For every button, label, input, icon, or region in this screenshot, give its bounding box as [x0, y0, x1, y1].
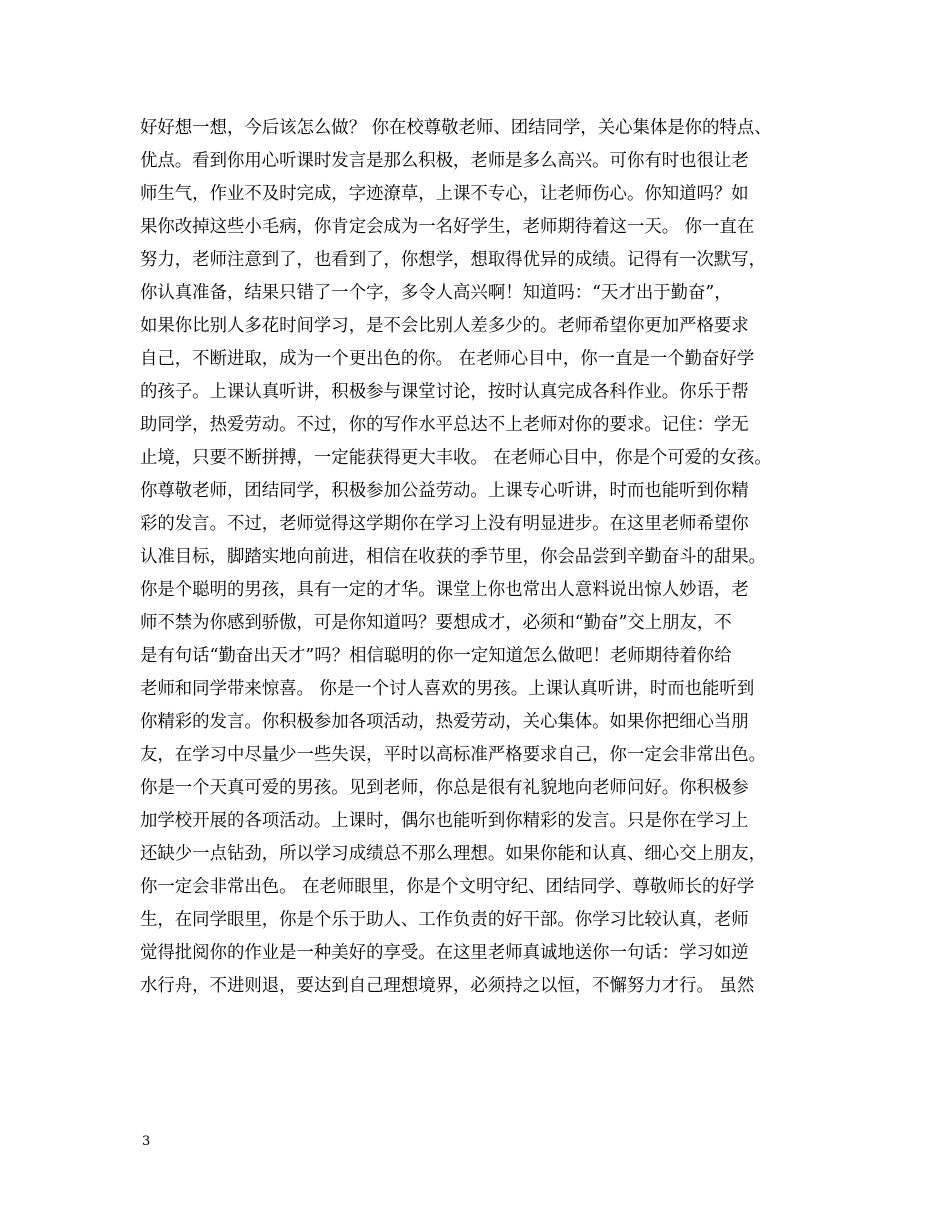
text-line: 觉得批阅你的作业是一种美好的享受。在这里老师真诚地送你一句话：学习如逆 [140, 943, 749, 963]
text-line: 友，在学习中尽量少一些失误，平时以高标准严格要求自己，你一定会非常出色。 [140, 745, 767, 765]
text-line: 你认真准备，结果只错了一个字，多令人高兴啊！知道吗：“天才出于勤奋”， [140, 283, 732, 303]
text-line: 助同学，热爱劳动。不过，你的写作水平总达不上老师对你的要求。记住：学无 [140, 415, 749, 435]
text-line: 优点。看到你用心听课时发言是那么积极，老师是多么高兴。可你有时也很让老 [140, 151, 749, 171]
text-line: 师不禁为你感到骄傲，可是你知道吗？要想成才，必须和“勤奋”交上朋友，不 [140, 613, 732, 633]
text-line: 好好想一想，今后该怎么做？ 你在校尊敬老师、团结同学，关心集体是你的特点、 [140, 118, 772, 138]
text-line: 彩的发言。不过，老师觉得这学期你在学习上没有明显进步。在这里老师希望你 [140, 514, 749, 534]
text-line: 你精彩的发言。你积极参加各项活动，热爱劳动，关心集体。如果你把细心当朋 [140, 712, 749, 732]
text-line: 你尊敬老师，团结同学，积极参加公益劳动。上课专心听讲，时而也能听到你精 [140, 481, 749, 501]
text-line: 你是个聪明的男孩，具有一定的才华。课堂上你也常出人意料说出惊人妙语，老 [140, 580, 749, 600]
page-number: 3 [142, 1134, 151, 1149]
text-line: 努力，老师注意到了，也看到了，你想学，想取得优异的成绩。记得有一次默写， [140, 250, 767, 270]
text-line: 是有句话“勤奋出天才”吗？相信聪明的你一定知道怎么做吧！老师期待着你给 [140, 646, 732, 666]
text-line: 老师和同学带来惊喜。 你是一个讨人喜欢的男孩。上课认真听讲，时而也能听到 [140, 679, 755, 699]
text-line: 的孩子。上课认真听讲，积极参与课堂讨论，按时认真完成各科作业。你乐于帮 [140, 382, 749, 402]
text-line: 生，在同学眼里，你是个乐于助人、工作负责的好干部。你学习比较认真，老师 [140, 910, 749, 930]
text-line: 师生气，作业不及时完成，字迹潦草，上课不专心，让老师伤心。你知道吗？如 [140, 184, 749, 204]
text-line: 果你改掉这些小毛病，你肯定会成为一名好学生，老师期待着这一天。 你一直在 [140, 217, 755, 237]
text-line: 如果你比别人多花时间学习，是不会比别人差多少的。老师希望你更加严格要求 [140, 316, 749, 336]
body-text [140, 112, 830, 1003]
text-line: 还缺少一点钻劲，所以学习成绩总不那么理想。如果你能和认真、细心交上朋友， [140, 844, 767, 864]
text-line: 自己，不断进取，成为一个更出色的你。 在老师心目中，你一直是一个勤奋好学 [140, 349, 755, 369]
text-line: 你是一个天真可爱的男孩。见到老师，你总是很有礼貌地向老师问好。你积极参 [140, 778, 749, 798]
text-line: 水行舟，不进则退，要达到自己理想境界，必须持之以恒，不懈努力才行。 虽然 [140, 976, 755, 996]
text-line: 你一定会非常出色。 在老师眼里，你是个文明守纪、团结同学、尊敬师长的好学 [140, 877, 755, 897]
text-line: 认准目标，脚踏实地向前进，相信在收获的季节里，你会品尝到辛勤奋斗的甜果。 [140, 547, 767, 567]
text-line: 加学校开展的各项活动。上课时，偶尔也能听到你精彩的发言。只是你在学习上 [140, 811, 749, 831]
text-line: 止境，只要不断拼搏，一定能获得更大丰收。 在老师心目中，你是个可爱的女孩。 [140, 448, 772, 468]
